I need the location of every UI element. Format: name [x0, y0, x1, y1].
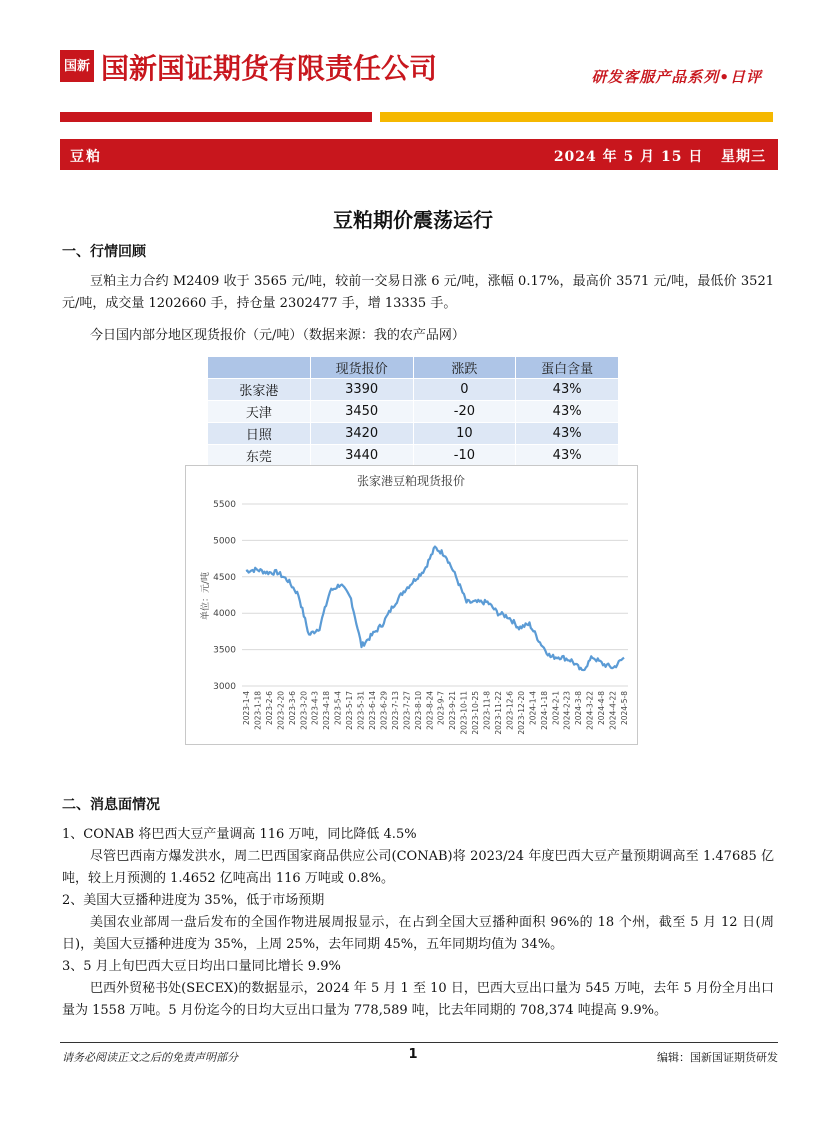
table-row — [208, 423, 619, 445]
chart-series-line — [246, 547, 624, 671]
chart-x-tick-label: 2023-5-4 — [333, 691, 343, 726]
chart-x-tick-label: 2024-4-8 — [597, 691, 607, 726]
chart-x-tick-label: 2024-1-18 — [539, 691, 549, 730]
chart-x-tick-label: 2023-9-21 — [448, 691, 458, 730]
chart-x-tick-label: 2024-3-22 — [585, 691, 595, 730]
report-title: 豆粕期价震荡运行 — [333, 208, 493, 232]
chart-x-tick-label: 2023-4-18 — [322, 691, 332, 730]
chart-y-tick-label: 3000 — [213, 682, 236, 692]
chart-x-tick-label: 2023-1-4 — [242, 691, 251, 726]
section-heading-market-review: 一、行情回顾 — [62, 244, 146, 260]
chart-x-tick-label: 2023-4-3 — [310, 691, 320, 726]
company-logo — [60, 50, 94, 82]
header-bar-red — [60, 112, 372, 122]
chart-x-tick-label: 2024-5-8 — [620, 691, 629, 726]
report-date — [554, 146, 766, 166]
table-header-cell — [208, 357, 311, 379]
chart-x-ticks — [242, 691, 629, 735]
page-number: 1 — [408, 1047, 418, 1062]
footer-disclaimer: 请务必阅读正文之后的免责声明部分 — [62, 1051, 238, 1064]
category-label: 豆粕 — [70, 149, 102, 165]
table-row — [208, 379, 619, 401]
info-band — [60, 139, 778, 170]
table-row — [208, 401, 619, 423]
chart-x-tick-label: 2024-1-4 — [528, 691, 538, 726]
chart-y-tick-label: 3500 — [213, 645, 236, 656]
news-item-title: 2、美国大豆播种进度为 35%，低于市场预期 — [62, 893, 325, 908]
chart-x-tick-label: 2024-2-23 — [562, 691, 572, 730]
chart-x-tick-label: 2023-5-31 — [356, 691, 366, 730]
table-cell: 3390 — [310, 379, 413, 401]
spot-price-caption: 今日国内部分地区现货报价（元/吨）（数据来源：我的农产品网） — [90, 328, 465, 343]
table-cell: 43% — [516, 379, 619, 401]
chart-x-tick-label: 2023-8-24 — [425, 691, 435, 730]
chart-y-tick-label: 4500 — [213, 572, 236, 583]
chart-x-tick-label: 2023-8-10 — [413, 691, 423, 730]
chart-x-tick-label: 2024-2-1 — [551, 691, 561, 726]
chart-x-tick-label: 2023-10-25 — [471, 691, 481, 735]
table-cell: 日照 — [208, 423, 311, 445]
chart-x-tick-label: 2023-3-6 — [287, 691, 297, 726]
date-text: 2024 年 5 月 15 日 — [553, 149, 704, 165]
chart-y-ticks — [213, 500, 236, 692]
chart-svg — [186, 466, 637, 744]
chart-x-tick-label: 2023-10-11 — [459, 691, 469, 735]
chart-x-tick-label: 2023-11-22 — [494, 691, 503, 735]
company-name: 国新国证期货有限责任公司 — [101, 52, 438, 85]
chart-x-tick-label: 2023-11-8 — [482, 691, 492, 730]
table-header-cell: 蛋白含量 — [516, 357, 619, 379]
chart-x-tick-label: 2023-9-7 — [436, 691, 446, 726]
product-series: 研发客服产品系列•日评 — [591, 68, 762, 86]
table-cell: 3450 — [310, 401, 413, 423]
table-cell: 43% — [516, 423, 619, 445]
header-bar-yellow — [380, 112, 773, 122]
news-item-title: 1、CONAB 将巴西大豆产量调高 116 万吨，同比降低 4.5% — [62, 827, 417, 842]
chart-y-tick-label: 4000 — [213, 609, 236, 620]
chart-y-axis-label: 单位：元/吨 — [201, 571, 211, 621]
chart-x-tick-label: 2023-6-14 — [368, 691, 377, 730]
weekday-text: 星期三 — [721, 149, 766, 165]
table-cell: 0 — [413, 379, 516, 401]
table-cell: 3420 — [310, 423, 413, 445]
chart-x-tick-label: 2023-5-17 — [345, 691, 355, 730]
table-cell: 东莞 — [208, 445, 311, 467]
chart-x-tick-label: 2023-1-18 — [253, 691, 263, 730]
chart-x-tick-label: 2023-3-20 — [299, 691, 309, 730]
spot-price-table — [207, 356, 619, 467]
news-item-body: 巴西外贸秘书处(SECEX)的数据显示，2024 年 5 月 1 至 10 日，巴西大豆出口量为 545 万吨，去年 5 月份全月出口量为 1558 万吨。5 月份迄今的日均大豆出口量为 778,589 吨，比去年同期的 708,374 吨提高 9.9%。 — [62, 981, 774, 1018]
news-item-body: 尽管巴西南方爆发洪水，周二巴西国家商品供应公司(CONAB)将 2023/24 年度巴西大豆产量预期调高至 1.47685 亿吨，较上月预测的 1.4652 亿吨高出 116 万吨或 0.8%。 — [62, 849, 774, 886]
footer-divider — [60, 1042, 778, 1043]
chart-gridlines — [242, 504, 628, 686]
logo-text: 国新 — [63, 58, 90, 74]
chart-x-tick-label: 2023-2-20 — [276, 691, 286, 730]
table-header-row — [208, 357, 619, 379]
table-cell: 天津 — [208, 401, 311, 423]
table-header-cell: 涨跌 — [413, 357, 516, 379]
chart-x-tick-label: 2023-12-6 — [505, 691, 515, 730]
chart-title: 张家港豆粕现货报价 — [356, 474, 466, 488]
spot-price-chart — [185, 465, 638, 745]
table-cell: 10 — [413, 423, 516, 445]
table-cell: 43% — [516, 445, 619, 467]
chart-x-tick-label: 2024-3-8 — [574, 691, 584, 726]
table-row — [208, 445, 619, 467]
table-cell: 3440 — [310, 445, 413, 467]
chart-x-tick-label: 2024-4-22 — [608, 691, 618, 730]
table-cell: 张家港 — [208, 379, 311, 401]
chart-x-tick-label: 2023-2-6 — [264, 691, 274, 726]
table-cell: -10 — [413, 445, 516, 467]
chart-y-tick-label: 5500 — [213, 500, 236, 510]
table-header-cell: 现货报价 — [310, 357, 413, 379]
market-review-paragraph: 豆粕主力合约 M2409 收于 3565 元/吨，较前一交易日涨 6 元/吨，涨幅 0.17%，最高价 3571 元/吨，最低价 3521 元/吨，成交量 1202660 手，持仓量 2302477 手，增 13335 手。 — [62, 274, 774, 311]
chart-x-tick-label: 2023-6-29 — [379, 691, 389, 730]
footer-editor: 编辑：国新国证期货研发 — [657, 1051, 778, 1064]
table-cell: 43% — [516, 401, 619, 423]
section-heading-news: 二、消息面情况 — [62, 797, 160, 813]
chart-y-tick-label: 5000 — [213, 536, 236, 547]
news-item-body: 美国农业部周一盘后发布的全国作物进展周报显示，在占到全国大豆播种面积 96%的 18 个州，截至 5 月 12 日(周日)，美国大豆播种进度为 35%，上周 25%，去年同期 45%，五年同期均值为 34%。 — [62, 915, 774, 952]
chart-x-tick-label: 2023-12-20 — [516, 691, 526, 735]
table-cell: -20 — [413, 401, 516, 423]
chart-x-tick-label: 2023-7-27 — [402, 691, 412, 730]
news-item-title: 3、5 月上旬巴西大豆日均出口量同比增长 9.9% — [62, 959, 341, 974]
chart-x-tick-label: 2023-7-13 — [390, 691, 400, 730]
